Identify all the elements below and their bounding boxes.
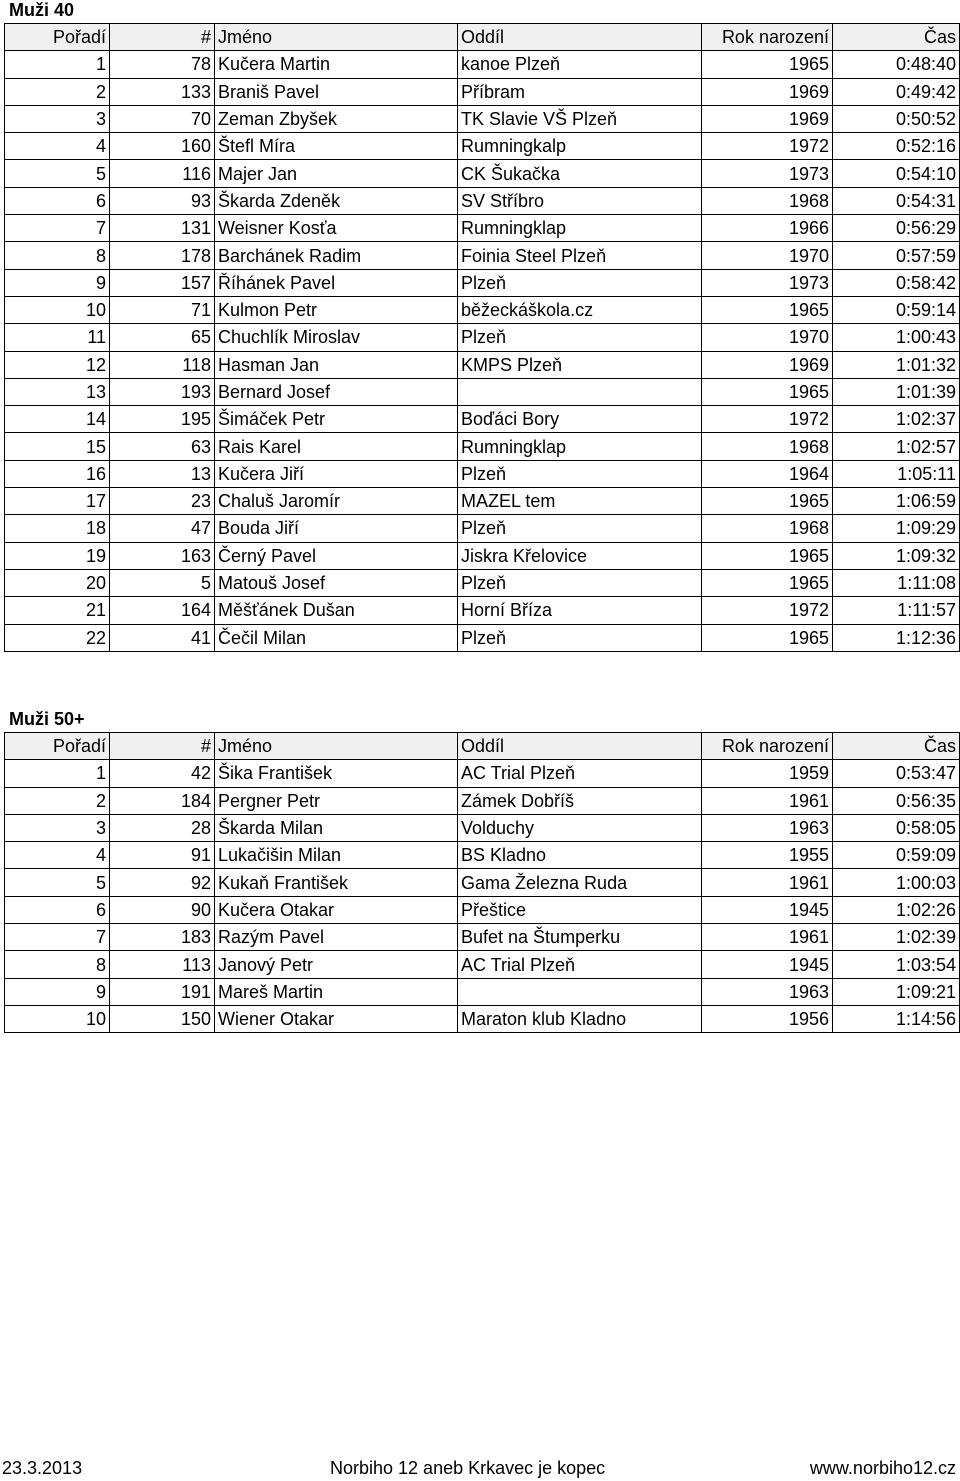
- time-cell: 0:52:16: [833, 133, 960, 160]
- club-cell: Rumningkalp: [458, 133, 702, 160]
- bib-cell: 191: [110, 978, 215, 1005]
- time-cell: 1:12:36: [833, 624, 960, 651]
- table-row: [5, 406, 960, 433]
- name-cell: Kukaň František: [215, 869, 458, 896]
- club-cell: Bufet na Štumperku: [458, 924, 702, 951]
- time-cell: 0:54:10: [833, 160, 960, 187]
- birth-year-cell: 1963: [702, 978, 833, 1005]
- birth-year-cell: 1970: [702, 242, 833, 269]
- table-row: [5, 296, 960, 323]
- bib-cell: 178: [110, 242, 215, 269]
- rank-cell: 2: [5, 787, 110, 814]
- name-cell: Barchánek Radim: [215, 242, 458, 269]
- birth-year-cell: 1972: [702, 133, 833, 160]
- time-cell: 0:56:35: [833, 787, 960, 814]
- column-header-birth-year: Rok narození: [702, 24, 833, 51]
- name-cell: Bernard Josef: [215, 378, 458, 405]
- table-row: [5, 542, 960, 569]
- club-cell: [458, 978, 702, 1005]
- bib-cell: 116: [110, 160, 215, 187]
- bib-cell: 41: [110, 624, 215, 651]
- birth-year-cell: 1966: [702, 215, 833, 242]
- bib-cell: 131: [110, 215, 215, 242]
- birth-year-cell: 1963: [702, 814, 833, 841]
- results-table-muzi-50: [4, 732, 960, 1033]
- table-row: [5, 433, 960, 460]
- column-header-name: Jméno: [215, 733, 458, 760]
- rank-cell: 3: [5, 814, 110, 841]
- name-cell: Weisner Kosťa: [215, 215, 458, 242]
- time-cell: 1:14:56: [833, 1005, 960, 1032]
- club-cell: AC Trial Plzeň: [458, 760, 702, 787]
- birth-year-cell: 1972: [702, 597, 833, 624]
- bib-cell: 13: [110, 460, 215, 487]
- name-cell: Janový Petr: [215, 951, 458, 978]
- rank-cell: 2: [5, 78, 110, 105]
- time-cell: 1:03:54: [833, 951, 960, 978]
- name-cell: Šimáček Petr: [215, 406, 458, 433]
- club-cell: Jiskra Křelovice: [458, 542, 702, 569]
- time-cell: 1:06:59: [833, 488, 960, 515]
- name-cell: Hasman Jan: [215, 351, 458, 378]
- time-cell: 1:01:32: [833, 351, 960, 378]
- bib-cell: 133: [110, 78, 215, 105]
- rank-cell: 3: [5, 105, 110, 132]
- results-table-muzi-40: [4, 23, 960, 652]
- rank-cell: 6: [5, 896, 110, 923]
- name-cell: Razým Pavel: [215, 924, 458, 951]
- bib-cell: 93: [110, 187, 215, 214]
- birth-year-cell: 1969: [702, 78, 833, 105]
- bib-cell: 183: [110, 924, 215, 951]
- time-cell: 0:50:52: [833, 105, 960, 132]
- time-cell: 0:48:40: [833, 51, 960, 78]
- page-footer: [0, 1457, 960, 1479]
- time-cell: 0:54:31: [833, 187, 960, 214]
- time-cell: 1:05:11: [833, 460, 960, 487]
- birth-year-cell: 1965: [702, 378, 833, 405]
- rank-cell: 22: [5, 624, 110, 651]
- club-cell: Gama Železna Ruda: [458, 869, 702, 896]
- rank-cell: 20: [5, 569, 110, 596]
- birth-year-cell: 1956: [702, 1005, 833, 1032]
- bib-cell: 78: [110, 51, 215, 78]
- bib-cell: 91: [110, 842, 215, 869]
- time-cell: 1:11:57: [833, 597, 960, 624]
- table-row: [5, 597, 960, 624]
- name-cell: Matouš Josef: [215, 569, 458, 596]
- club-cell: Příbram: [458, 78, 702, 105]
- rank-cell: 10: [5, 296, 110, 323]
- table-row: [5, 869, 960, 896]
- rank-cell: 8: [5, 242, 110, 269]
- name-cell: Kulmon Petr: [215, 296, 458, 323]
- column-header-rank: Pořadí: [5, 733, 110, 760]
- time-cell: 0:59:14: [833, 296, 960, 323]
- bib-cell: 193: [110, 378, 215, 405]
- club-cell: [458, 378, 702, 405]
- club-cell: kanoe Plzeň: [458, 51, 702, 78]
- rank-cell: 9: [5, 978, 110, 1005]
- club-cell: Rumningklap: [458, 433, 702, 460]
- bib-cell: 150: [110, 1005, 215, 1032]
- bib-cell: 160: [110, 133, 215, 160]
- birth-year-cell: 1965: [702, 569, 833, 596]
- birth-year-cell: 1945: [702, 951, 833, 978]
- table-header-row: [5, 24, 960, 51]
- name-cell: Lukačišin Milan: [215, 842, 458, 869]
- birth-year-cell: 1945: [702, 896, 833, 923]
- club-cell: AC Trial Plzeň: [458, 951, 702, 978]
- table-row: [5, 951, 960, 978]
- name-cell: Pergner Petr: [215, 787, 458, 814]
- bib-cell: 163: [110, 542, 215, 569]
- bib-cell: 164: [110, 597, 215, 624]
- column-header-bib: #: [110, 733, 215, 760]
- table-row: [5, 515, 960, 542]
- name-cell: Štefl Míra: [215, 133, 458, 160]
- table-header-row: [5, 733, 960, 760]
- table-row: [5, 51, 960, 78]
- table-row: [5, 351, 960, 378]
- column-header-club: Oddíl: [458, 733, 702, 760]
- rank-cell: 1: [5, 51, 110, 78]
- birth-year-cell: 1973: [702, 160, 833, 187]
- club-cell: BS Kladno: [458, 842, 702, 869]
- footer-event-name: Norbiho 12 aneb Krkavec je kopec: [330, 1458, 606, 1478]
- birth-year-cell: 1964: [702, 460, 833, 487]
- bib-cell: 47: [110, 515, 215, 542]
- bib-cell: 5: [110, 569, 215, 596]
- column-header-name: Jméno: [215, 24, 458, 51]
- table-row: [5, 378, 960, 405]
- column-header-club: Oddíl: [458, 24, 702, 51]
- table-row: [5, 187, 960, 214]
- rank-cell: 21: [5, 597, 110, 624]
- bib-cell: 118: [110, 351, 215, 378]
- rank-cell: 4: [5, 133, 110, 160]
- club-cell: Plzeň: [458, 624, 702, 651]
- name-cell: Šika František: [215, 760, 458, 787]
- rank-cell: 13: [5, 378, 110, 405]
- table-row: [5, 215, 960, 242]
- bib-cell: 42: [110, 760, 215, 787]
- birth-year-cell: 1961: [702, 787, 833, 814]
- time-cell: 1:09:29: [833, 515, 960, 542]
- rank-cell: 10: [5, 1005, 110, 1032]
- section-title-muzi-50: Muži 50+: [9, 709, 85, 729]
- birth-year-cell: 1965: [702, 624, 833, 651]
- column-header-bib: #: [110, 24, 215, 51]
- bib-cell: 195: [110, 406, 215, 433]
- bib-cell: 28: [110, 814, 215, 841]
- name-cell: Braniš Pavel: [215, 78, 458, 105]
- name-cell: Kučera Otakar: [215, 896, 458, 923]
- table-row: [5, 1005, 960, 1032]
- club-cell: Zámek Dobříš: [458, 787, 702, 814]
- rank-cell: 1: [5, 760, 110, 787]
- table-row: [5, 488, 960, 515]
- rank-cell: 4: [5, 842, 110, 869]
- birth-year-cell: 1961: [702, 924, 833, 951]
- name-cell: Chuchlík Miroslav: [215, 324, 458, 351]
- rank-cell: 17: [5, 488, 110, 515]
- rank-cell: 11: [5, 324, 110, 351]
- table-row: [5, 978, 960, 1005]
- club-cell: Plzeň: [458, 460, 702, 487]
- column-header-time: Čas: [833, 24, 960, 51]
- club-cell: Volduchy: [458, 814, 702, 841]
- birth-year-cell: 1968: [702, 515, 833, 542]
- name-cell: Kučera Jiří: [215, 460, 458, 487]
- time-cell: 1:02:37: [833, 406, 960, 433]
- time-cell: 1:09:21: [833, 978, 960, 1005]
- table-row: [5, 78, 960, 105]
- club-cell: TK Slavie VŠ Plzeň: [458, 105, 702, 132]
- bib-cell: 65: [110, 324, 215, 351]
- name-cell: Rais Karel: [215, 433, 458, 460]
- rank-cell: 18: [5, 515, 110, 542]
- name-cell: Wiener Otakar: [215, 1005, 458, 1032]
- name-cell: Škarda Milan: [215, 814, 458, 841]
- birth-year-cell: 1969: [702, 105, 833, 132]
- rank-cell: 5: [5, 869, 110, 896]
- name-cell: Majer Jan: [215, 160, 458, 187]
- time-cell: 0:53:47: [833, 760, 960, 787]
- column-header-time: Čas: [833, 733, 960, 760]
- rank-cell: 5: [5, 160, 110, 187]
- bib-cell: 92: [110, 869, 215, 896]
- table-row: [5, 105, 960, 132]
- time-cell: 1:02:57: [833, 433, 960, 460]
- table-row: [5, 787, 960, 814]
- club-cell: CK Šukačka: [458, 160, 702, 187]
- time-cell: 1:09:32: [833, 542, 960, 569]
- club-cell: Plzeň: [458, 569, 702, 596]
- rank-cell: 8: [5, 951, 110, 978]
- bib-cell: 71: [110, 296, 215, 323]
- bib-cell: 113: [110, 951, 215, 978]
- name-cell: Černý Pavel: [215, 542, 458, 569]
- rank-cell: 16: [5, 460, 110, 487]
- club-cell: Horní Bříza: [458, 597, 702, 624]
- table-row: [5, 569, 960, 596]
- table-row: [5, 814, 960, 841]
- rank-cell: 7: [5, 924, 110, 951]
- birth-year-cell: 1965: [702, 51, 833, 78]
- time-cell: 1:01:39: [833, 378, 960, 405]
- club-cell: Přeštice: [458, 896, 702, 923]
- time-cell: 0:58:42: [833, 269, 960, 296]
- footer-date: 23.3.2013: [2, 1458, 83, 1478]
- name-cell: Škarda Zdeněk: [215, 187, 458, 214]
- table-row: [5, 133, 960, 160]
- birth-year-cell: 1970: [702, 324, 833, 351]
- club-cell: běžeckáškola.cz: [458, 296, 702, 323]
- club-cell: Foinia Steel Plzeň: [458, 242, 702, 269]
- birth-year-cell: 1961: [702, 869, 833, 896]
- club-cell: Plzeň: [458, 515, 702, 542]
- name-cell: Mareš Martin: [215, 978, 458, 1005]
- club-cell: Rumningklap: [458, 215, 702, 242]
- name-cell: Říhánek Pavel: [215, 269, 458, 296]
- rank-cell: 19: [5, 542, 110, 569]
- birth-year-cell: 1969: [702, 351, 833, 378]
- time-cell: 0:57:59: [833, 242, 960, 269]
- birth-year-cell: 1965: [702, 296, 833, 323]
- time-cell: 0:58:05: [833, 814, 960, 841]
- bib-cell: 70: [110, 105, 215, 132]
- time-cell: 1:11:08: [833, 569, 960, 596]
- name-cell: Zeman Zbyšek: [215, 105, 458, 132]
- table-row: [5, 160, 960, 187]
- birth-year-cell: 1955: [702, 842, 833, 869]
- table-row: [5, 896, 960, 923]
- name-cell: Měšťánek Dušan: [215, 597, 458, 624]
- table-row: [5, 242, 960, 269]
- column-header-rank: Pořadí: [5, 24, 110, 51]
- club-cell: Maraton klub Kladno: [458, 1005, 702, 1032]
- rank-cell: 12: [5, 351, 110, 378]
- time-cell: 1:00:03: [833, 869, 960, 896]
- table-row: [5, 460, 960, 487]
- table-row: [5, 842, 960, 869]
- birth-year-cell: 1973: [702, 269, 833, 296]
- rank-cell: 6: [5, 187, 110, 214]
- birth-year-cell: 1965: [702, 542, 833, 569]
- birth-year-cell: 1968: [702, 187, 833, 214]
- rank-cell: 14: [5, 406, 110, 433]
- bib-cell: 63: [110, 433, 215, 460]
- table-row: [5, 760, 960, 787]
- table-row: [5, 924, 960, 951]
- club-cell: KMPS Plzeň: [458, 351, 702, 378]
- birth-year-cell: 1968: [702, 433, 833, 460]
- bib-cell: 184: [110, 787, 215, 814]
- table-row: [5, 269, 960, 296]
- time-cell: 1:00:43: [833, 324, 960, 351]
- name-cell: Čečil Milan: [215, 624, 458, 651]
- table-row: [5, 624, 960, 651]
- time-cell: 0:59:09: [833, 842, 960, 869]
- name-cell: Chaluš Jaromír: [215, 488, 458, 515]
- club-cell: Plzeň: [458, 324, 702, 351]
- bib-cell: 23: [110, 488, 215, 515]
- club-cell: SV Stříbro: [458, 187, 702, 214]
- rank-cell: 7: [5, 215, 110, 242]
- time-cell: 1:02:39: [833, 924, 960, 951]
- column-header-birth-year: Rok narození: [702, 733, 833, 760]
- rank-cell: 15: [5, 433, 110, 460]
- birth-year-cell: 1959: [702, 760, 833, 787]
- table-row: [5, 324, 960, 351]
- bib-cell: 157: [110, 269, 215, 296]
- name-cell: Kučera Martin: [215, 51, 458, 78]
- club-cell: MAZEL tem: [458, 488, 702, 515]
- footer-website: www.norbiho12.cz: [809, 1458, 956, 1478]
- birth-year-cell: 1965: [702, 488, 833, 515]
- section-title-muzi-40: Muži 40: [9, 0, 75, 20]
- birth-year-cell: 1972: [702, 406, 833, 433]
- club-cell: Boďáci Bory: [458, 406, 702, 433]
- time-cell: 0:49:42: [833, 78, 960, 105]
- bib-cell: 90: [110, 896, 215, 923]
- name-cell: Bouda Jiří: [215, 515, 458, 542]
- rank-cell: 9: [5, 269, 110, 296]
- club-cell: Plzeň: [458, 269, 702, 296]
- time-cell: 0:56:29: [833, 215, 960, 242]
- time-cell: 1:02:26: [833, 896, 960, 923]
